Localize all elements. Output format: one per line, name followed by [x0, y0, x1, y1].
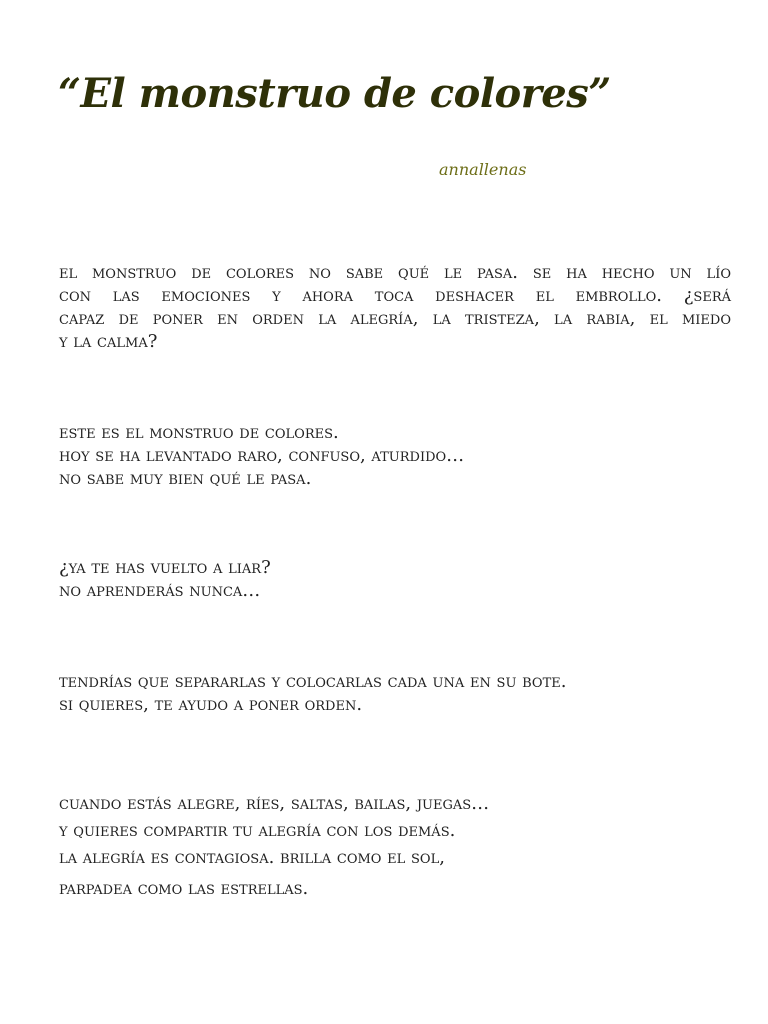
paragraph-joy — [59, 790, 731, 902]
text-line: tendrías que separarlas y colocarlas cada una en su bote. — [59, 671, 567, 692]
text-line: cuando estás alegre, ríes, saltas, bailas, juegas… — [59, 793, 490, 814]
text-line: la alegría es contagiosa. brilla como el sol, — [59, 847, 445, 868]
author-credit: annallenas — [439, 160, 527, 179]
text-line: y la calma? — [59, 331, 158, 352]
text-line: y quieres compartir tu alegría con los demás. — [59, 820, 456, 841]
text-line: si quieres, te ayudo a poner orden. — [59, 694, 363, 715]
document-title: “El monstruo de colores” — [58, 70, 611, 117]
text-line: no sabe muy bien qué le pasa. — [59, 468, 312, 489]
paragraph-question — [59, 556, 731, 602]
text-line: el monstruo de colores no sabe qué le pasa. se ha hecho un lío — [59, 262, 731, 283]
paragraph-separate — [59, 670, 731, 716]
paragraph-monster-intro — [59, 421, 731, 490]
text-line: parpadea como las estrellas. — [59, 878, 309, 899]
text-line: hoy se ha levantado raro, confuso, aturdido… — [59, 445, 465, 466]
text-line: con las emociones y ahora toca deshacer el embrollo. ¿será — [59, 285, 731, 306]
text-line: ¿ya te has vuelto a liar? — [59, 557, 271, 578]
paragraph-intro — [59, 261, 731, 353]
text-line: capaz de poner en orden la alegría, la tristeza, la rabia, el miedo — [59, 308, 731, 329]
text-line: este es el monstruo de colores. — [59, 422, 339, 443]
text-line: no aprenderás nunca… — [59, 580, 261, 601]
